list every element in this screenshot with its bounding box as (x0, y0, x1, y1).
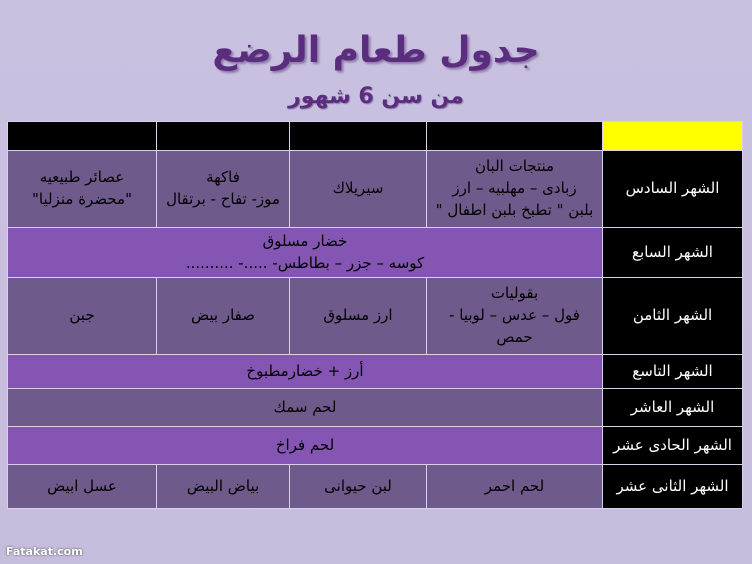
month-label: الشهر العاشر (603, 389, 743, 427)
cell-line: كوسه – جزر – بطاطس- .....- .......... (185, 253, 425, 272)
month-label: الشهر التاسع (603, 355, 743, 389)
header-week-2: الاسبوع الثانى (290, 122, 427, 151)
cell-line: بلبن " تطبخ بلبن اطفال " (435, 200, 594, 219)
table-row (8, 427, 743, 465)
cell-line: "محضرة منزليا" (32, 190, 132, 208)
cell-line: عصائر طبيعيه (39, 168, 125, 187)
table-cell: لحم سمك (8, 389, 603, 427)
table-row (8, 465, 743, 509)
header-week-1: الاسبوع الاول (427, 122, 603, 151)
table-row (8, 389, 743, 427)
table-row (8, 278, 743, 355)
table-row (8, 228, 743, 278)
table-cell: جبن (8, 278, 157, 355)
table-cell: عسل ابيض (8, 465, 157, 509)
cell-line: زبادى – مهلبيه – ارز (452, 179, 577, 198)
header-week-3: الاسبوع الثالث (157, 122, 290, 151)
table-cell (8, 151, 157, 228)
header-row (8, 122, 743, 151)
table-cell (427, 151, 603, 228)
month-label: الشهر السادس (603, 151, 743, 228)
month-label: الشهر الثانى عشر (603, 465, 743, 509)
table-row (8, 355, 743, 389)
page-title: جدول طعام الرضع (212, 30, 540, 71)
cell-line: خضار مسلوق (262, 231, 348, 250)
table-cell: سيريلاك (290, 151, 427, 228)
header-week-4: الاسبوع الرابع (8, 122, 157, 151)
table-cell: لحم احمر (427, 465, 603, 509)
table-cell: بياض البيض (157, 465, 290, 509)
table-cell (8, 228, 603, 278)
month-label: الشهر الثامن (603, 278, 743, 355)
food-schedule-table (7, 121, 743, 509)
table-cell (157, 151, 290, 228)
corner-cell (603, 122, 743, 151)
month-label: الشهر السابع (603, 228, 743, 278)
cell-line: منتجات البان (474, 157, 555, 176)
cell-line: حمص (496, 327, 533, 346)
page-subtitle: من سن 6 شهور (288, 84, 464, 109)
month-label: الشهر الحادى عشر (603, 427, 743, 465)
cell-line: بقوليات (490, 284, 539, 303)
table-cell: أرز + خضارمطبوخ (8, 355, 603, 389)
table-cell: ارز مسلوق (290, 278, 427, 355)
cell-line: فول – عدس – لوبيا - (449, 306, 580, 325)
table-row (8, 151, 743, 228)
watermark-logo: Fatakat.com (6, 545, 83, 558)
table-cell (427, 278, 603, 355)
cell-line: موز- تفاح - برتقال (166, 190, 280, 208)
table-cell: صفار بيض (157, 278, 290, 355)
table-cell: لبن حيوانى (290, 465, 427, 509)
table-cell: لحم فراخ (8, 427, 603, 465)
cell-line: فاكهة (206, 168, 240, 187)
